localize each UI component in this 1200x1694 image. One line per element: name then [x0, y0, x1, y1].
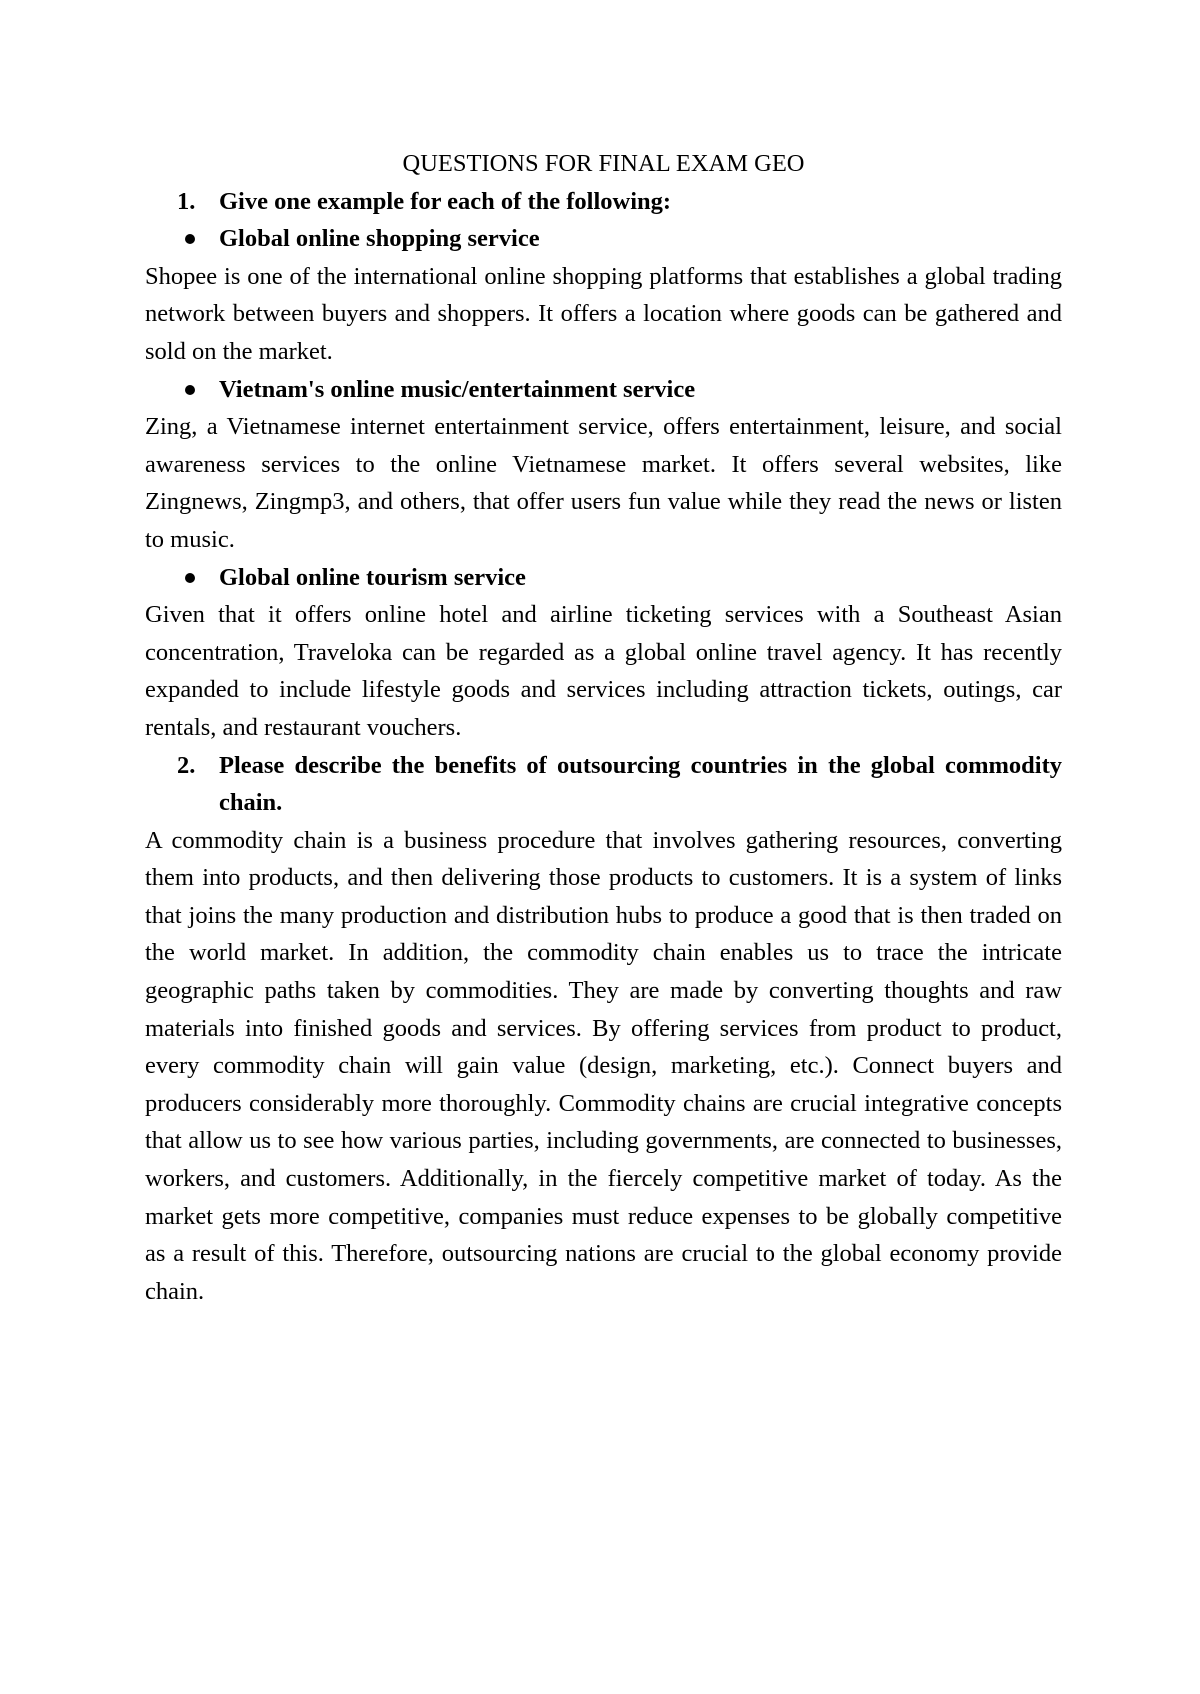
question-1-text: Give one example for each of the following:: [219, 187, 672, 215]
bullet-heading-tourism: Global online tourism service: [219, 563, 526, 591]
document-title: QUESTIONS FOR FINAL EXAM GEO: [402, 150, 805, 177]
bullet-heading-shopping: Global online shopping service: [219, 225, 540, 253]
bullet-icon: [185, 573, 195, 583]
bullet-icon: [185, 234, 195, 244]
paragraph-music: Zing, a Vietnamese internet entertainment service, offers entertainment, leisure, and social awareness services to the online Vietnamese market. It offers several websites, like Zingnews, Zingmp3, and others, that offer users fun value while they read the news or listen to music.: [145, 413, 1062, 553]
bullet-heading-music: Vietnam's online music/entertainment service: [219, 375, 696, 403]
question-2-text: Please describe the benefits of outsourcing countries in the global commodity chain.: [219, 751, 1062, 817]
bullet-icon: [185, 385, 195, 395]
bullet-item-shopping: [145, 220, 1062, 258]
paragraph-commodity-chain: A commodity chain is a business procedure that involves gathering resources, converting them into products, and then delivering those products to customers. It is a system of links that joins the many production and distribution hubs to produce a good that is then traded on the world market. In addition, the commodity chain enables us to trace the intricate geographic paths taken by commodities. They are made by converting thoughts and raw materials into finished goods and services. By offering services from product to product, every commodity chain will gain value (design, marketing, etc.). Connect buyers and producers considerably more thoroughly. Commodity chains are crucial integrative concepts that allow us to see how various parties, including governments, are connected to businesses, workers, and customers. Additionally, in the fiercely competitive market of today. As the market gets more competitive, companies must reduce expenses to be globally competitive as a result of this. Therefore, outsourcing nations are crucial to the global economy provide chain.: [145, 826, 1062, 1305]
document-page: [145, 145, 1062, 1310]
paragraph-tourism: Given that it offers online hotel and airline ticketing services with a Southeast Asian concentration, Traveloka can be regarded as a global online travel agency. It has recently expanded to include lifestyle goods and services including attraction tickets, outings, car rentals, and restaurant vouchers.: [145, 601, 1062, 741]
bullet-item-tourism: [145, 559, 1062, 597]
question-2-number: 2.: [177, 751, 196, 779]
question-1-number: 1.: [177, 187, 196, 215]
question-2: [145, 747, 1062, 822]
question-1: [145, 183, 1062, 221]
bullet-item-music: [145, 371, 1062, 409]
paragraph-shopping: Shopee is one of the international online shopping platforms that establishes a global trading network between buyers and shoppers. It offers a location where goods can be gathered and sold on the market.: [145, 262, 1062, 365]
